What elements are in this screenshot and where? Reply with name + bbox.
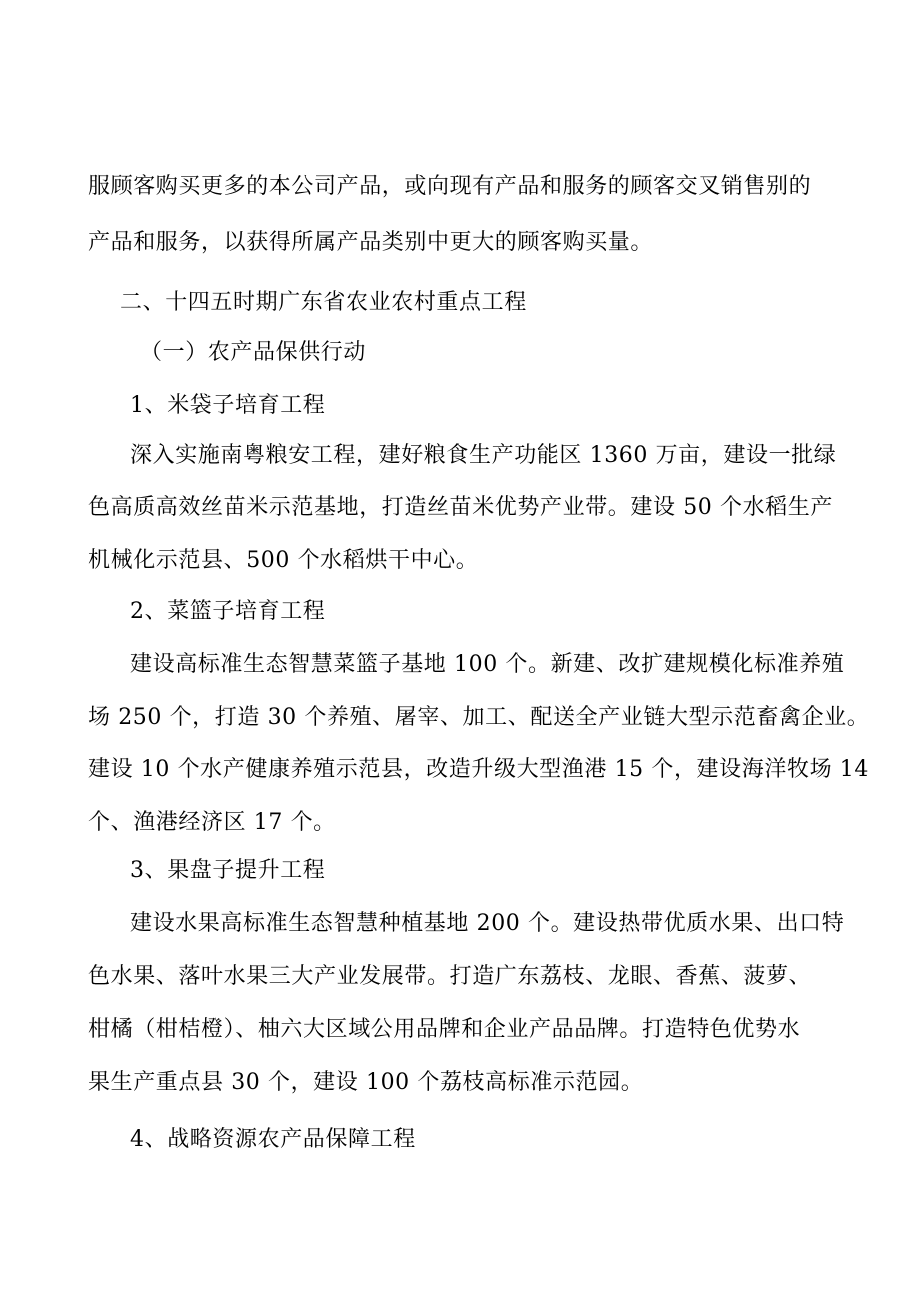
paragraph-line: 建设 10 个水产健康养殖示范县，改造升级大型渔港 15 个，建设海洋牧场 14 [88,757,869,782]
paragraph-line: 机械化示范县、500 个水稻烘干中心。 [88,548,479,573]
paragraph-line: 场 250 个，打造 30 个养殖、屠宰、加工、配送全产业链大型示范畜禽企业。 [88,705,870,730]
item-heading: 4、战略资源农产品保障工程 [130,1127,416,1152]
item-heading: 3、果盘子提升工程 [130,858,326,883]
paragraph-line: 服顾客购买更多的本公司产品，或向现有产品和服务的顾客交叉销售别的 [88,174,812,199]
paragraph-line: 色水果、落叶水果三大产业发展带。打造广东荔枝、龙眼、香蕉、菠萝、 [88,964,812,989]
paragraph-line: 果生产重点县 30 个，建设 100 个荔枝高标准示范园。 [88,1070,644,1095]
paragraph-line: 色高质高效丝苗米示范基地，打造丝苗米优势产业带。建设 50 个水稻生产 [88,495,833,520]
paragraph-line: 产品和服务，以获得所属产品类别中更大的顾客购买量。 [88,230,654,255]
item-heading: 2、菜篮子培育工程 [130,599,326,624]
item-heading: 1、米袋子培育工程 [130,393,326,418]
paragraph-line: 柑橘（柑桔橙）、柚六大区域公用品牌和企业产品品牌。打造特色优势水 [88,1017,801,1042]
paragraph-line: 个、渔港经济区 17 个。 [88,810,336,835]
section-heading: 二、十四五时期广东省农业农村重点工程 [120,290,527,315]
subsection-heading: （一）农产品保供行动 [140,340,367,365]
paragraph-line: 深入实施南粤粮安工程，建好粮食生产功能区 1360 万亩，建设一批绿 [130,443,837,468]
paragraph-line: 建设水果高标准生态智慧种植基地 200 个。建设热带优质水果、出口特 [130,911,845,936]
paragraph-line: 建设高标准生态智慧菜篮子基地 100 个。新建、改扩建规模化标准养殖 [130,652,845,677]
